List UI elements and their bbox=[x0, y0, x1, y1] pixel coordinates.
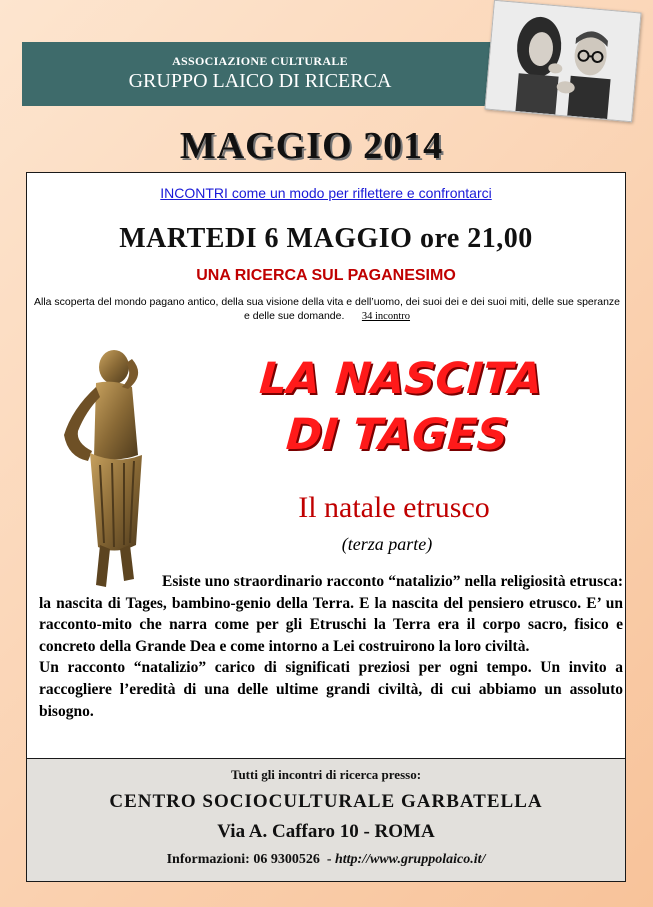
portrait-photo-image bbox=[486, 1, 641, 121]
series-description-text: Alla scoperta del mondo pagano antico, della sua visione della vita e dell’uomo, dei suoi dei e dei suoi miti, delle sue speranze e delle sue domande. bbox=[33, 296, 621, 322]
footer-box bbox=[26, 758, 626, 882]
phone-number: 06 9300526 bbox=[253, 852, 320, 867]
paragraph-2: Un racconto “natalizio” carico di significati preziosi per ogni tempo. Un invito a raccogliere l’eredità di una delle ultime grandi civiltà, di cui abbiamo un assoluto bisogno. bbox=[39, 659, 623, 720]
event-date-time: MARTEDI 6 MAGGIO ore 21,00 bbox=[119, 223, 533, 254]
meeting-number: 34 incontro bbox=[361, 311, 411, 322]
part-label: (terza parte) bbox=[341, 534, 433, 554]
paragraph-1: Esiste uno straordinario racconto “natalizio” nella religiosità etrusca: la nascita di Tages, bambino-genio della Terra. E la nascita del pensiero etrusco. E’ un racconto-mito che narra come per gli Etruschi la Terra era il corpo sacro, fisico e concreto della Grande Dea e come intorno a Lei costruirono la loro civiltà. bbox=[39, 573, 623, 655]
venue-intro: Tutti gli incontri di ricerca presso: bbox=[230, 767, 422, 782]
group-name: GRUPPO LAICO DI RICERCA bbox=[128, 70, 392, 92]
subtitle: Il natale etrusco bbox=[298, 491, 490, 524]
month-title: MAGGIO 2014 bbox=[179, 125, 444, 167]
series-title: UNA RICERCA SUL PAGANESIMO bbox=[196, 267, 456, 284]
main-title-line-1: LA NASCITA bbox=[257, 354, 545, 404]
intro-link[interactable]: INCONTRI come un modo per riflettere e confrontarci bbox=[160, 185, 492, 201]
header-photo bbox=[484, 0, 641, 122]
body-text bbox=[39, 571, 623, 722]
venue-name: CENTRO SOCIOCULTURALE GARBATELLA bbox=[109, 791, 543, 812]
association-label: ASSOCIAZIONE CULTURALE bbox=[172, 54, 348, 68]
info-label: Informazioni: bbox=[166, 852, 250, 867]
contact-info bbox=[27, 852, 625, 868]
separator: - bbox=[323, 852, 335, 867]
main-title-line-2: DI TAGES bbox=[284, 410, 510, 460]
venue-address: Via A. Caffaro 10 - ROMA bbox=[217, 821, 435, 842]
statue-image bbox=[34, 345, 160, 598]
website-link[interactable]: http://www.gruppolaico.it/ bbox=[334, 852, 486, 867]
main-title bbox=[195, 351, 603, 463]
etruscan-statue-icon bbox=[34, 345, 160, 598]
series-description bbox=[33, 295, 621, 324]
